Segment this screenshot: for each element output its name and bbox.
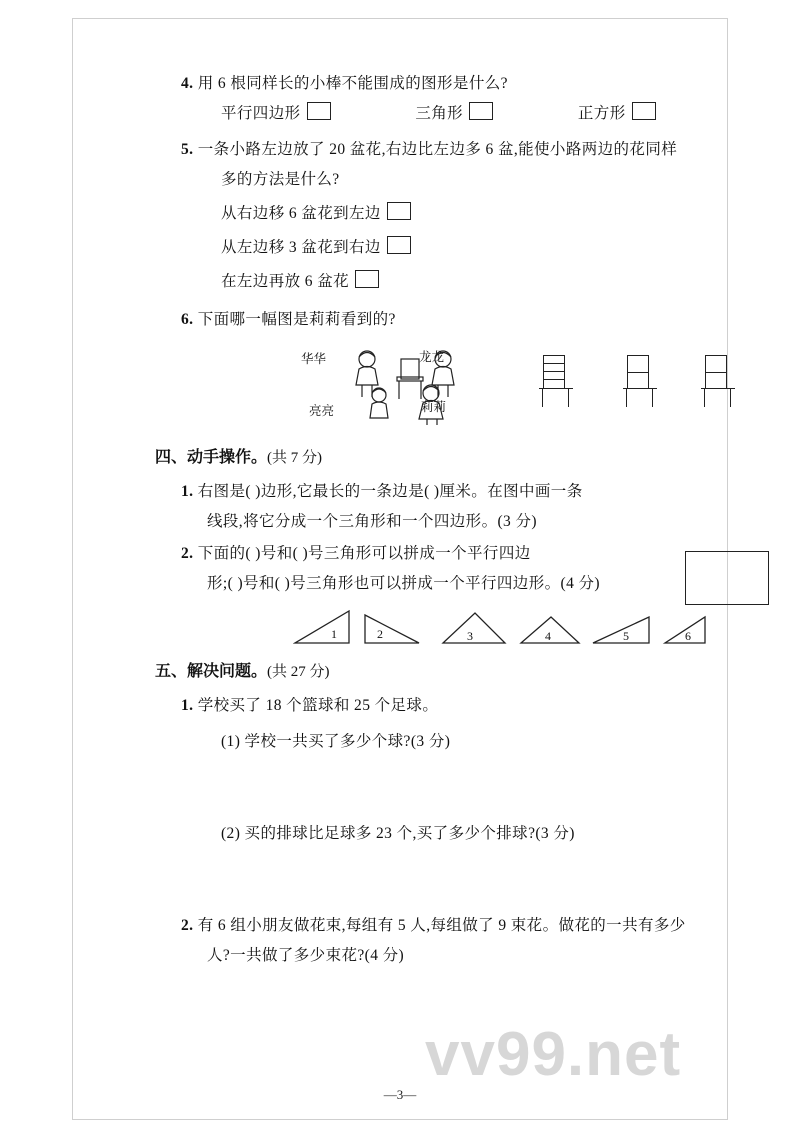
triangle-label-3: 3 bbox=[467, 629, 473, 643]
triangle-shapes bbox=[293, 605, 763, 649]
question-4-options bbox=[181, 99, 771, 129]
section-4-title: 四、动手操作。 bbox=[155, 449, 268, 466]
section4-item-2-line1: 下面的( )号和( )号三角形可以拼成一个平行四边 bbox=[197, 545, 531, 562]
triangle-label-4: 4 bbox=[545, 629, 551, 643]
question-5-text-line2-row bbox=[181, 165, 771, 195]
section4-item-1-line2: 线段,将它分成一个三角形和一个四边形。(3 分) bbox=[207, 513, 537, 530]
option-checkbox-move3-left-to-right[interactable] bbox=[387, 236, 411, 254]
page-number: —3— bbox=[383, 1087, 417, 1102]
option-label-triangle: 三角形 bbox=[415, 105, 464, 122]
question-4-number: 4. bbox=[181, 75, 194, 92]
question-4 bbox=[181, 69, 771, 99]
answer-chair-1[interactable] bbox=[539, 355, 573, 407]
option-label-parallelogram: 平行四边形 bbox=[221, 105, 301, 122]
triangle-label-6: 6 bbox=[685, 629, 691, 643]
rectangle-figure bbox=[685, 551, 769, 605]
question-6-figure bbox=[301, 339, 771, 431]
section-5-heading bbox=[155, 655, 771, 689]
page-content bbox=[155, 69, 771, 1031]
scene-illustration bbox=[331, 339, 511, 431]
triangle-label-5: 5 bbox=[623, 629, 629, 643]
question-5-text-line2: 多的方法是什么? bbox=[221, 171, 340, 188]
section5-item-1-sub-1 bbox=[181, 727, 771, 757]
section4-item-2 bbox=[181, 539, 771, 569]
section4-item-1-line2-row bbox=[181, 507, 771, 537]
figure-label-lili: 莉莉 bbox=[421, 400, 447, 414]
section5-item-2-line1: 有 6 组小朋友做花束,每组有 5 人,每组做了 9 束花。做花的一共有多少 bbox=[197, 917, 686, 934]
section4-item-1-number: 1. bbox=[181, 483, 194, 500]
section5-item-1-sub-2 bbox=[181, 819, 771, 849]
question-5-number: 5. bbox=[181, 141, 194, 158]
question-6-number: 6. bbox=[181, 311, 194, 328]
triangle-label-2: 2 bbox=[377, 627, 383, 641]
question-5-option-2 bbox=[181, 233, 771, 263]
option-checkbox-triangle[interactable] bbox=[469, 102, 493, 120]
option-label-move6-right-to-left: 从右边移 6 盆花到左边 bbox=[221, 205, 381, 222]
triangle-figures bbox=[293, 605, 763, 651]
option-checkbox-add6-left[interactable] bbox=[355, 270, 379, 288]
watermark: vv99.net bbox=[425, 1020, 682, 1089]
section-4-heading bbox=[155, 441, 771, 475]
section-5-title: 五、解决问题。 bbox=[155, 663, 268, 680]
exam-page bbox=[72, 18, 728, 1120]
option-checkbox-square[interactable] bbox=[632, 102, 656, 120]
answer-chair-2[interactable] bbox=[623, 355, 657, 407]
section-4-points: (共 7 分) bbox=[267, 450, 323, 466]
option-checkbox-parallelogram[interactable] bbox=[307, 102, 331, 120]
question-5-option-1 bbox=[181, 199, 771, 229]
section4-item-1-line1: 右图是( )边形,它最长的一条边是( )厘米。在图中画一条 bbox=[197, 483, 583, 500]
section5-item-1-number: 1. bbox=[181, 697, 194, 714]
section4-item-2-line2: 形;( )号和( )号三角形也可以拼成一个平行四边形。(4 分) bbox=[207, 575, 600, 592]
section5-item-1-stem: 学校买了 18 个篮球和 25 个足球。 bbox=[197, 697, 439, 714]
figure-label-huahua: 华华 bbox=[301, 352, 327, 366]
section5-item-2-line2: 人?一共做了多少束花?(4 分) bbox=[207, 947, 405, 964]
option-label-square: 正方形 bbox=[577, 105, 626, 122]
option-label-move3-left-to-right: 从左边移 3 盆花到右边 bbox=[221, 239, 381, 256]
section5-item-1 bbox=[181, 691, 771, 721]
question-5-option-3 bbox=[181, 267, 771, 297]
option-checkbox-move6-right-to-left[interactable] bbox=[387, 202, 411, 220]
answer-chair-3[interactable] bbox=[701, 355, 735, 407]
section-5-points: (共 27 分) bbox=[267, 664, 330, 680]
question-5 bbox=[181, 135, 771, 165]
question-5-text-line1: 一条小路左边放了 20 盆花,右边比左边多 6 盆,能使小路两边的花同样 bbox=[197, 141, 678, 158]
section4-item-2-number: 2. bbox=[181, 545, 194, 562]
question-4-text: 用 6 根同样长的小棒不能围成的图形是什么? bbox=[197, 75, 508, 92]
section5-item-2 bbox=[181, 911, 771, 941]
answer-space-2[interactable] bbox=[181, 849, 771, 911]
figure-label-liangliang: 亮亮 bbox=[309, 404, 335, 418]
question-6-text: 下面哪一幅图是莉莉看到的? bbox=[197, 311, 396, 328]
section5-item-1-sub-1-text: (1) 学校一共买了多少个球?(3 分) bbox=[221, 733, 451, 750]
option-label-add6-left: 在左边再放 6 盆花 bbox=[221, 273, 350, 290]
answer-space-1[interactable] bbox=[181, 757, 771, 819]
triangle-label-1: 1 bbox=[331, 627, 337, 641]
section4-item-2-line2-row bbox=[181, 569, 771, 599]
section5-item-2-number: 2. bbox=[181, 917, 194, 934]
question-6 bbox=[181, 305, 771, 335]
figure-label-longlong: 龙龙 bbox=[419, 350, 445, 364]
section4-item-1 bbox=[181, 477, 771, 507]
section5-item-1-sub-2-text: (2) 买的排球比足球多 23 个,买了多少个排球?(3 分) bbox=[221, 825, 575, 842]
section5-item-2-line2-row bbox=[181, 941, 771, 971]
